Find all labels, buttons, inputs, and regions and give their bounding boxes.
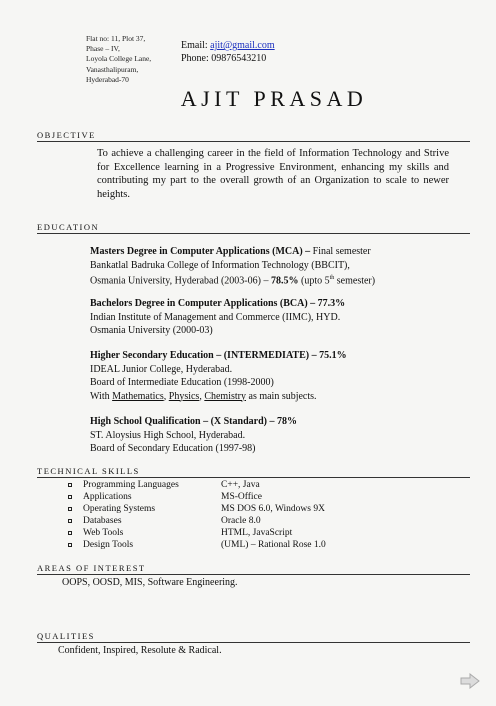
qualities-text: Confident, Inspired, Resolute & Radical.: [58, 645, 222, 656]
skill-value: MS-Office: [221, 492, 262, 502]
degree-title: Bachelors Degree in Computer Applications (BCA) – 77.3%: [90, 298, 346, 309]
address-line: Phase – IV,: [86, 44, 120, 54]
skill-row: [68, 479, 326, 491]
skill-value: (UML) – Rational Rose 1.0: [221, 540, 326, 550]
board: Board of Intermediate Education (1998-2000): [90, 377, 274, 388]
email-link[interactable]: ajit@gmail.com: [210, 40, 275, 51]
skill-row: [68, 503, 326, 515]
degree-status: Final semester: [312, 246, 371, 257]
score-note-end: semester): [336, 275, 376, 287]
skill-name: Operating Systems: [83, 504, 156, 514]
degree-title: High School Qualification – (X Standard) – 78%: [90, 416, 297, 427]
skills-heading: TECHNICAL SKILLS: [37, 466, 140, 476]
skill-name: Databases: [83, 516, 122, 526]
email-label: Email:: [181, 40, 208, 51]
board: Board of Secondary Education (1997-98): [90, 443, 256, 454]
university: Osmania University, Hyderabad (2003-06) –: [90, 275, 269, 287]
contact-block: [181, 39, 275, 65]
education-mca: [90, 245, 375, 288]
section-divider: [37, 233, 470, 234]
address-block: [86, 34, 151, 85]
skill-value: Oracle 8.0: [221, 516, 261, 526]
interest-text: OOPS, OOSD, MIS, Software Engineering.: [62, 577, 238, 588]
section-divider: [37, 642, 470, 643]
objective-heading: OBJECTIVE: [37, 130, 96, 140]
section-divider: [37, 574, 470, 575]
skill-name: Applications: [83, 492, 132, 502]
skill-value: MS DOS 6.0, Windows 9X: [221, 504, 325, 514]
education-heading: EDUCATION: [37, 222, 100, 232]
square-bullet-icon: [68, 531, 72, 535]
school: ST. Aloysius High School, Hyderabad.: [90, 429, 246, 441]
skills-list: [68, 479, 326, 551]
section-divider: [37, 141, 470, 142]
skill-row: [68, 527, 326, 539]
skill-value: C++, Java: [221, 480, 260, 490]
candidate-name: AJIT PRASAD: [180, 86, 368, 111]
address-line: Vanasthalipuram,: [86, 64, 139, 74]
education-intermediate: Higher Secondary Education – (INTERMEDIATE) – 75.1% IDEAL Junior College, Hyderabad. Board of Intermediate Education (1998-2000) With Mathematics, Physics, Chemistry as main subjects.: [90, 350, 347, 402]
square-bullet-icon: [68, 543, 72, 547]
degree-title: Masters Degree in Computer Applications (MCA) –: [90, 246, 311, 257]
skill-row: [68, 539, 326, 551]
skill-name: Design Tools: [83, 540, 134, 550]
subject: Chemistry: [204, 390, 246, 402]
address-line: Loyola College Lane,: [86, 54, 152, 64]
square-bullet-icon: [68, 483, 72, 487]
superscript: th: [329, 275, 335, 281]
degree-title: Higher Secondary Education – (INTERMEDIATE) – 75.1%: [90, 350, 347, 361]
skill-name: Web Tools: [83, 528, 124, 538]
skill-value: HTML, JavaScript: [221, 528, 293, 538]
subject: Mathematics: [112, 390, 164, 402]
university: Osmania University (2000-03): [90, 325, 213, 336]
college: Indian Institute of Management and Commerce (IIMC), HYD.: [90, 311, 341, 323]
skill-name: Programming Languages: [83, 480, 179, 490]
square-bullet-icon: [68, 519, 72, 523]
skill-row: [68, 491, 326, 503]
subjects-prefix: With: [90, 390, 110, 402]
qualities-heading: QUALITIES: [37, 631, 95, 641]
objective-text: To achieve a challenging career in the field of Information Technology and Strive for Excellence learning in a Progressive Environment, enhancing my skills and contributing my part to the overall growth of an Organization to scale to newer heights.: [97, 148, 449, 200]
interest-heading: AREAS OF INTEREST: [37, 563, 146, 573]
next-page-arrow-icon[interactable]: [460, 673, 480, 689]
score-note: (upto 5: [300, 275, 330, 287]
subject: Physics: [168, 390, 200, 402]
education-school: [90, 415, 297, 456]
skill-row: [68, 515, 326, 527]
score: 78.5%: [270, 275, 299, 287]
subjects-suffix: as main subjects.: [248, 390, 317, 402]
college: IDEAL Junior College, Hyderabad.: [90, 363, 233, 375]
square-bullet-icon: [68, 495, 72, 499]
education-bca: [90, 297, 345, 338]
section-divider: [37, 477, 470, 478]
college: Bankatlal Badruka College of Information Technology (BBCIT),: [90, 259, 350, 271]
address-line: Flat no: 11, Plot 37,: [86, 34, 146, 43]
phone: Phone: 09876543210: [181, 53, 267, 64]
address-line: Hyderabad-70: [86, 74, 129, 84]
square-bullet-icon: [68, 507, 72, 511]
